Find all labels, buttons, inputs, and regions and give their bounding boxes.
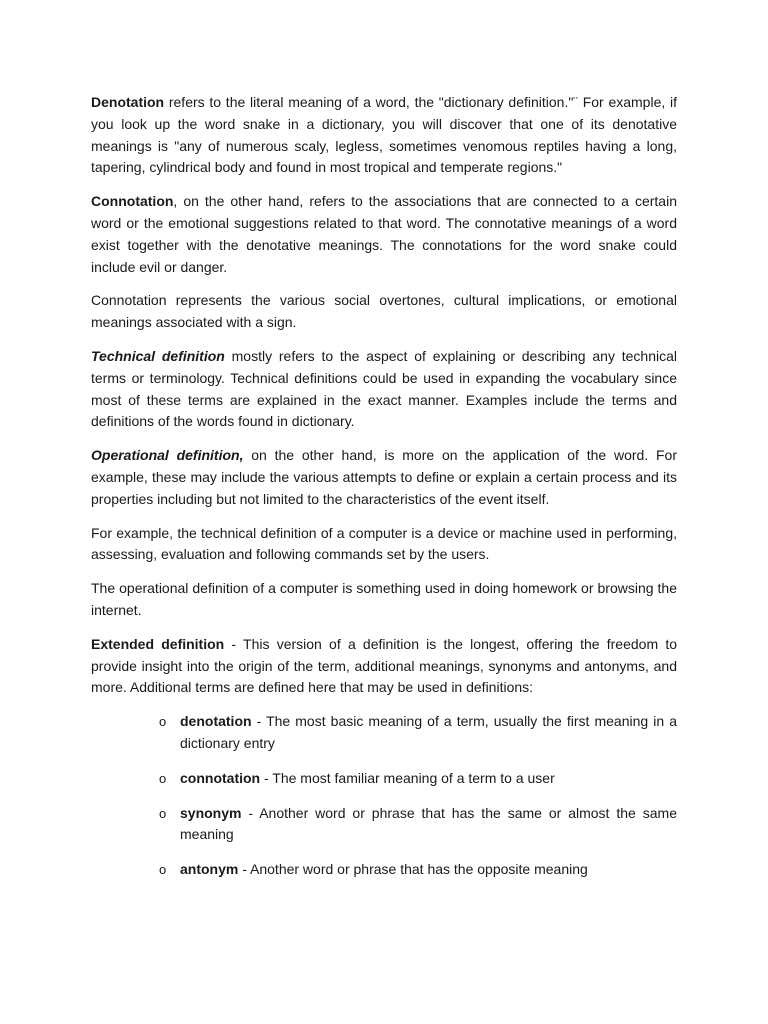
list-text: - Another word or phrase that has the same or almost the same meaning [180, 804, 677, 843]
paragraph-text: , on the other hand, refers to the associations that are connected to a certain word or the emotional suggestions related to that word. The connotative meanings of a word exist together with the denotative meanings. The connotations for the word snake could include evil or danger. [91, 193, 677, 275]
definition-terms-list [91, 711, 677, 881]
list-item-synonym [159, 803, 677, 847]
paragraph-text: The operational definition of a computer is something used in doing homework or browsing the internet. [91, 580, 677, 618]
paragraph-text: Connotation represents the various social overtones, cultural implications, or emotional meanings associated with a sign. [91, 292, 677, 331]
paragraph-denotation [91, 92, 677, 179]
paragraph-connotation [91, 191, 677, 278]
paragraph-operational-definition [91, 445, 677, 510]
bullet-circle-icon: o [159, 770, 167, 786]
paragraph-text: on the other hand, is more on the application of the word. For example, these may include the various attempts to define or explain a certain process and its properties including but not limited to the characteristics of the event itself. [91, 447, 677, 507]
list-term: denotation [180, 713, 252, 730]
list-item-antonym [159, 859, 677, 881]
paragraph-extended-definition [91, 634, 677, 699]
list-text: - Another word or phrase that has the opposite meaning [238, 861, 588, 878]
term-technical-definition: Technical definition [91, 347, 225, 364]
paragraph-text: mostly refers to the aspect of explaining or describing any technical terms or terminology. Technical definitions could be used in expanding the vocabulary since most of these terms are explained in the exact manner. Examples include the terms and definitions of the words found in dictionary. [91, 347, 678, 430]
list-term: synonym [180, 804, 242, 821]
term-operational-definition: Operational definition, [91, 447, 244, 464]
paragraph-operational-example [91, 578, 677, 622]
list-term: antonym [180, 861, 239, 878]
list-text: - The most familiar meaning of a term to a user [260, 769, 555, 786]
list-item-denotation [159, 711, 677, 755]
paragraph-text: - This version of a definition is the longest, offering the freedom to provide insight into the origin of the term, additional meanings, synonyms and antonyms, and more. Additional terms are defined here that may be used in definitions: [91, 635, 677, 696]
bullet-circle-icon: o [159, 714, 167, 730]
term-extended-definition: Extended definition [91, 635, 225, 652]
paragraph-text: For example, the technical definition of a computer is a device or machine used in performing, assessing, evaluation and following commands set by the users. [91, 524, 677, 563]
paragraph-connotation-represents [91, 290, 677, 334]
bullet-circle-icon: o [159, 862, 167, 878]
bullet-circle-icon: o [159, 805, 167, 821]
paragraph-technical-definition [91, 346, 677, 433]
term-connotation: Connotation [91, 193, 174, 210]
list-term: connotation [180, 769, 261, 786]
paragraph-technical-example [91, 523, 677, 567]
term-denotation: Denotation [91, 94, 165, 110]
list-item-connotation [159, 768, 677, 790]
list-text: - The most basic meaning of a term, usually the first meaning in a dictionary entry [180, 713, 677, 751]
paragraph-text: refers to the literal meaning of a word, the "dictionary definition."¨ For example, if you look up the word snake in a dictionary, you will discover that one of its denotative meanings is "any of numerous scaly, legless, sometimes venomous reptiles having a long, tapering, cylindrical body and found in most tropical and temperate regions." [91, 94, 677, 176]
